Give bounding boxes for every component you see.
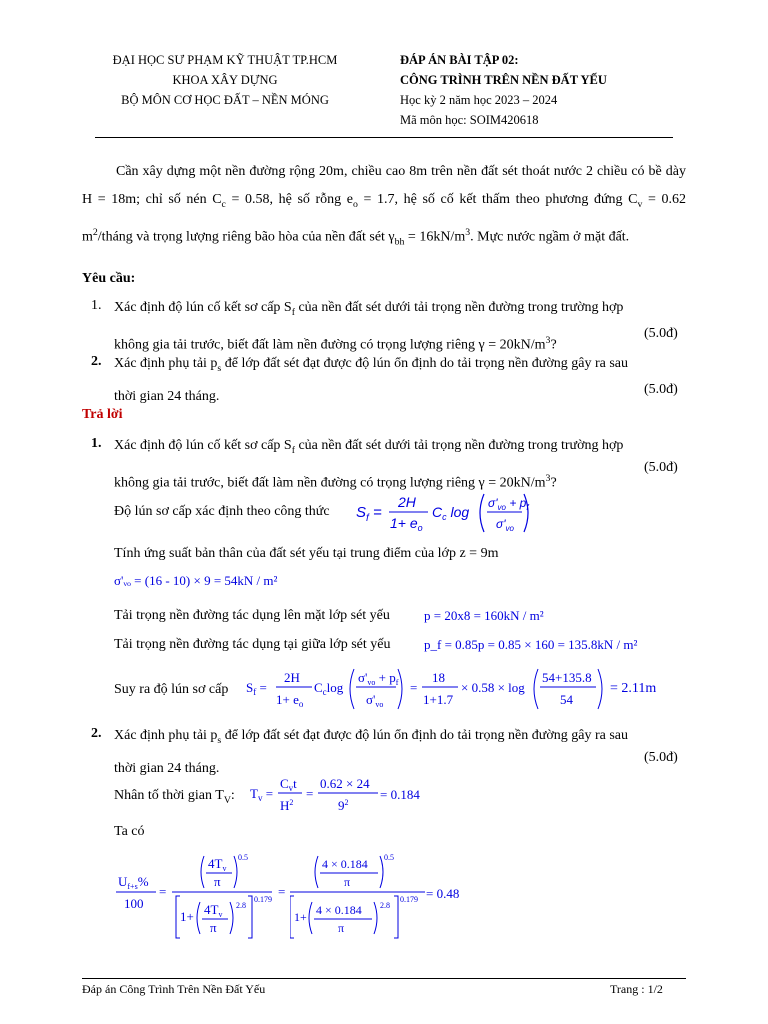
svg-text:π: π [344, 875, 351, 889]
a2-points: (5.0đ) [644, 750, 678, 765]
header-institution [95, 50, 355, 110]
svg-text:1+ eo: $1+ e_o$ [276, 692, 304, 709]
svg-text:=: = [306, 786, 314, 801]
a1-load-eq: p = 20x8 = 160kN / m² [424, 608, 544, 623]
svg-text:92: $9^2$ [338, 798, 349, 813]
requirements-heading: Yêu cầu: [82, 271, 136, 286]
svg-text:4Tv: $4T_v$ [204, 902, 223, 919]
svg-text:π: π [214, 874, 221, 889]
svg-text:Uf+s%: $U_{f+s}\%$ [118, 874, 149, 891]
faculty-name: KHOA XÂY DỰNG [172, 73, 278, 87]
problem-statement: Cần xây dựng một nền đường rộng 20m, chiều cao 8m trên nền đất sét thoát nước 2 chiều có bề dày H = 18m; chỉ số nén $C_c = 0.58$, hệ số rỗng $e_o = 1.7$, hệ số cố kết thấm theo phương đứng $C_v = 0.62$ $m^2$/tháng và trọng lượng riêng bão hòa của nền đất sét $\gamma_{bh} = 16kN/m^3$. Mực nước ngầm ở mặt đất. [82, 164, 687, 248]
svg-text:18: 18 [432, 670, 445, 685]
a1-question-text: Xác định độ lún cố kết sơ cấp $S_f$ của nền đất sét dưới tải trọng nền đường trong trường hợp không gia tải trước, biết đất làm nền đường có trọng lượng riêng $\gamma = 20kN/m^3$? [114, 438, 624, 491]
a2-number: 2. [91, 726, 102, 741]
q2-text: Xác định phụ tải $p_s$ để lớp đất sét đạt được độ lún ổn định do tải trọng nền đường gây ra sau thời gian 24 tháng. [114, 356, 629, 404]
svg-text:4 × 0.184: 4 × 0.184 [322, 857, 368, 871]
svg-text:σ'vo: $\sigma'_{vo}$ [366, 692, 384, 709]
sf-calc-graphic [246, 664, 666, 714]
svg-text:× 0.58 × log: × 0.58 × log [461, 680, 525, 695]
a1-result-formula [246, 664, 666, 719]
q1-number: 1. [91, 298, 102, 313]
footer-title: Đáp án Công Trình Trên Nền Đất Yếu [82, 982, 266, 996]
semester: Học kỳ 2 năm học 2023 – 2024 [400, 93, 558, 107]
header-exam-info [400, 50, 607, 130]
svg-text:Tv =: $T_v$ = [250, 786, 274, 803]
doc-title: ĐÁP ÁN BÀI TẬP 02: [400, 53, 519, 67]
svg-text:0.179: 0.179 [254, 895, 272, 904]
a1-points: (5.0đ) [644, 460, 678, 475]
svg-text:1+: 1+ [180, 909, 194, 924]
a1-load-text: Tải trọng nền đường tác dụng lên mặt lớp sét yếu [114, 608, 390, 623]
svg-text:2H: 2H [398, 494, 416, 510]
a1-mid-eq: p_f = 0.85p = 0.85 × 160 = 135.8kN / m² [424, 637, 638, 652]
svg-text:0.179: 0.179 [400, 895, 418, 904]
a1-stress-eq: σ'ᵥₒ = (16 - 10) × 9 = 54kN / m² [114, 573, 278, 588]
svg-text:4 × 0.184: 4 × 0.184 [316, 903, 362, 917]
q2-number: 2. [91, 354, 102, 369]
svg-text:0.62 × 24: 0.62 × 24 [320, 776, 370, 791]
a2-question-text: Xác định phụ tải $p_s$ để lớp đất sét đạt được độ lún ổn định do tải trọng nền đường gây ra sau thời gian 24 tháng. [114, 728, 629, 776]
svg-text:0.5: 0.5 [384, 853, 394, 862]
q1-points: (5.0đ) [644, 326, 678, 341]
a1-stress-text: Tính ứng suất bản thân của đất sét yếu tại trung điểm của lớp z = 9m [114, 546, 499, 561]
svg-text:Cvt: $C_vt$ [280, 776, 297, 793]
svg-text:σ'vo: $\sigma'_{vo}$ [496, 517, 514, 533]
svg-text:1+1.7: 1+1.7 [423, 692, 454, 707]
svg-text:=: = [410, 680, 418, 695]
course-code: Mã môn học: SOIM420618 [400, 113, 539, 127]
header-divider [95, 137, 673, 138]
svg-text:Sf =: $S_f$ = [356, 504, 382, 524]
a2-u-result: = 0.48 [426, 886, 460, 901]
department-name: BỘ MÔN CƠ HỌC ĐẤT – NỀN MÓNG [121, 93, 329, 107]
svg-text:54: 54 [560, 692, 573, 707]
svg-text:Cclog: $C_c\log$ [314, 680, 344, 697]
svg-text:σ'vo + pf: $\sigma'_{vo} + p_f$ [488, 496, 529, 512]
svg-text:π: π [210, 920, 217, 935]
svg-text:1+: 1+ [294, 910, 307, 924]
university-name: ĐẠI HỌC SƯ PHẠM KỸ THUẬT TP.HCM [112, 53, 338, 67]
svg-text:2H: 2H [284, 670, 300, 685]
svg-text:=: = [278, 884, 286, 899]
svg-text:π: π [338, 921, 345, 935]
a1-result-text: Suy ra độ lún sơ cấp [114, 682, 229, 697]
svg-text:Sf =: $S_f$ = [246, 680, 267, 697]
a1-result-value: = 2.11m [610, 681, 657, 696]
svg-text:=: = [159, 884, 167, 899]
a2-tv-result: = 0.184 [380, 787, 420, 802]
answer-heading: Trả lời [82, 407, 123, 422]
a1-mid-text: Tải trọng nền đường tác dụng tại giữa lớp sét yếu [114, 637, 391, 652]
a2-tv-text: Nhân tố thời gian $T_V$: [114, 788, 235, 806]
svg-text:H2: $H^2$ [280, 798, 294, 813]
doc-subtitle: CÔNG TRÌNH TRÊN NỀN ĐẤT YẾU [400, 73, 607, 87]
svg-text:Cc log: $C_c$ log [432, 504, 470, 522]
sf-formula-graphic [356, 490, 531, 536]
svg-text:54+135.8: 54+135.8 [542, 670, 592, 685]
svg-text:1+ eo: $1+ e_o$ [390, 515, 423, 533]
svg-text:4Tv: $4T_v$ [208, 856, 227, 873]
svg-text:2.8: 2.8 [380, 901, 390, 910]
svg-text:100: 100 [124, 896, 144, 911]
footer-divider [82, 978, 686, 979]
q2-points: (5.0đ) [644, 382, 678, 397]
q1-text: Xác định độ lún cố kết sơ cấp $S_f$ của nền đất sét dưới tải trọng nền đường trong trường hợp không gia tải trước, biết đất làm nền đường có trọng lượng riêng $\gamma = 20kN/m^3$? [114, 300, 624, 353]
a2-u-numeric [290, 846, 430, 951]
sf-formula [356, 490, 531, 541]
u-numeric-graphic [290, 846, 430, 946]
a2-taco: Ta có [114, 824, 145, 839]
svg-text:2.8: 2.8 [236, 901, 246, 910]
a1-formula-text: Độ lún sơ cấp xác định theo công thức [114, 504, 330, 519]
svg-text:0.5: 0.5 [238, 853, 248, 862]
page-number: Trang : 1/2 [610, 982, 663, 996]
svg-text:σ'vo + pf: $\sigma'_{vo} + p_f$ [358, 670, 399, 687]
a1-number: 1. [91, 436, 102, 451]
